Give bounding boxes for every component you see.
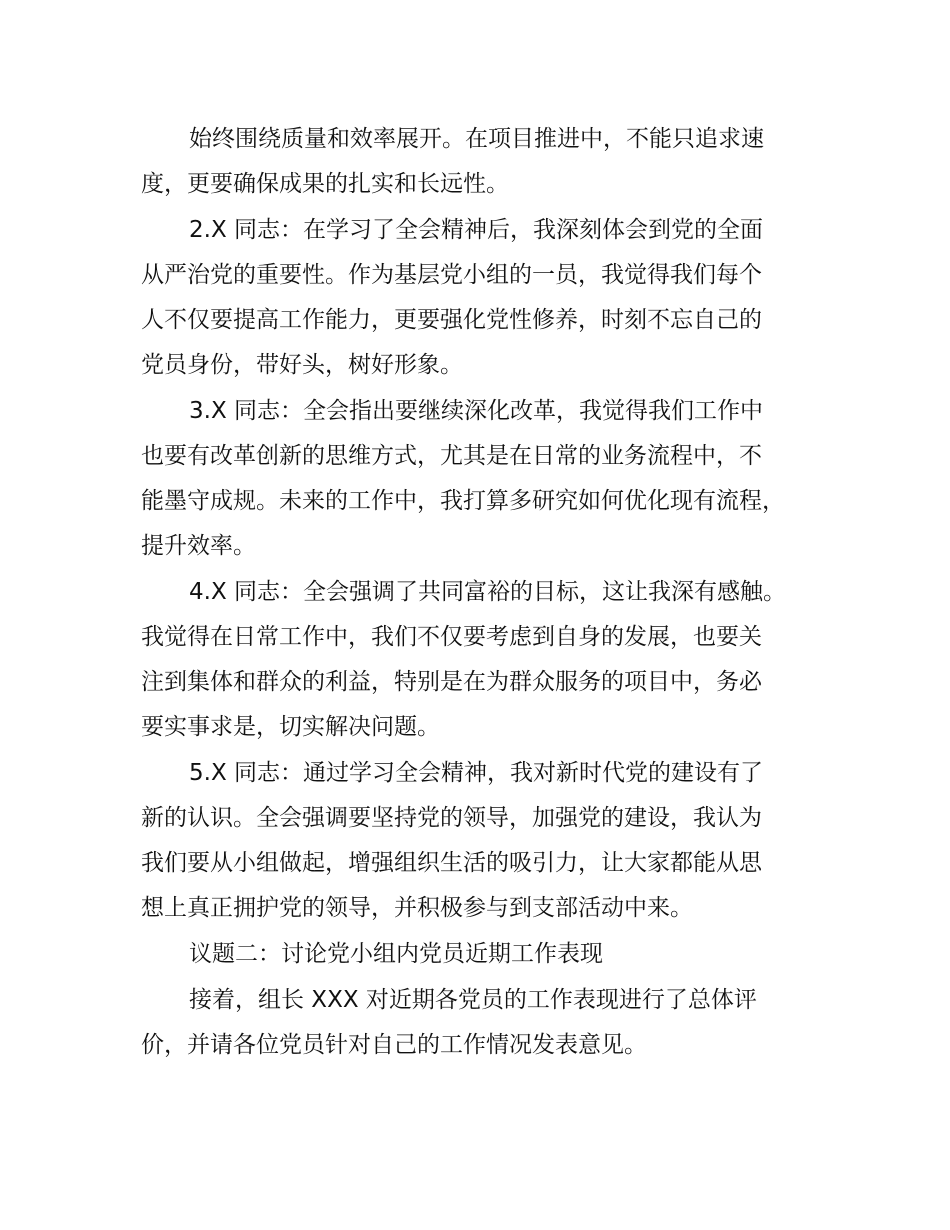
text-line: 人不仅要提高工作能力，更要强化党性修养，时刻不忘自己的 [141, 307, 762, 333]
paragraph-comrade-5 [141, 751, 833, 931]
text-line: 3.X 同志：全会指出要继续深化改革，我觉得我们工作中 [189, 398, 764, 424]
text-line: 议题二：讨论党小组内党员近期工作表现 [189, 941, 603, 967]
text-line: 5.X 同志：通过学习全会精神，我对新时代党的建设有了 [189, 760, 764, 786]
paragraph-comrade-2 [141, 208, 833, 388]
paragraph-comrade-4 [141, 570, 833, 750]
text-line: 注到集体和群众的利益，特别是在为群众服务的项目中，务必 [141, 669, 762, 695]
text-line: 也要有改革创新的思维方式，尤其是在日常的业务流程中，不 [141, 443, 762, 469]
text-line: 新的认识。全会强调要坚持党的领导，加强党的建设，我认为 [141, 805, 762, 831]
text-line: 我觉得在日常工作中，我们不仅要考虑到自身的发展，也要关 [141, 624, 762, 650]
paragraph-leader-review [141, 978, 833, 1068]
text-line: 4.X 同志：全会强调了共同富裕的目标，这让我深有感触。 [189, 579, 787, 605]
text-line: 要实事求是，切实解决问题。 [141, 714, 440, 740]
text-line: 党员身份，带好头，树好形象。 [141, 352, 463, 378]
text-line: 我们要从小组做起，增强组织生活的吸引力，让大家都能从思 [141, 850, 762, 876]
text-line: 价，并请各位党员针对自己的工作情况发表意见。 [141, 1032, 647, 1058]
text-line: 能墨守成规。未来的工作中，我打算多研究如何优化现有流程， [141, 488, 785, 514]
text-line: 接着，组长 XXX 对近期各党员的工作表现进行了总体评 [189, 987, 757, 1013]
text-line: 度，更要确保成果的扎实和长远性。 [141, 171, 509, 197]
section-heading-topic-2 [141, 932, 833, 977]
text-line: 想上真正拥护党的领导，并积极参与到支部活动中来。 [141, 895, 693, 921]
document-page [141, 117, 833, 1069]
text-line: 始终围绕质量和效率展开。在项目推进中，不能只追求速 [189, 126, 764, 152]
text-line: 提升效率。 [141, 533, 256, 559]
paragraph-continuation [141, 117, 833, 207]
paragraph-comrade-3 [141, 389, 833, 569]
text-line: 从严治党的重要性。作为基层党小组的一员，我觉得我们每个 [141, 262, 762, 288]
text-line: 2.X 同志：在学习了全会精神后，我深刻体会到党的全面 [189, 217, 764, 243]
